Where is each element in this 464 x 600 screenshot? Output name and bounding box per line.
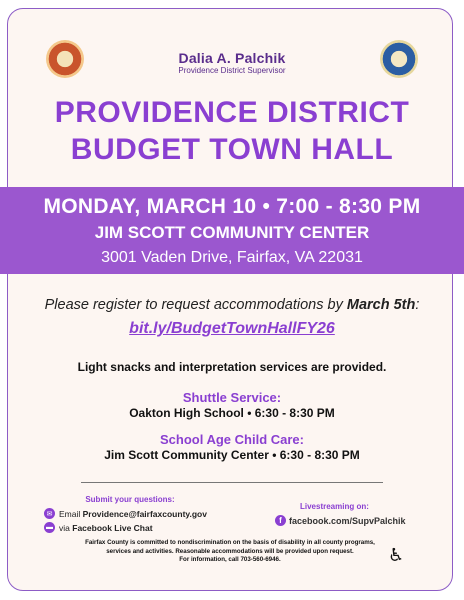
chat-row	[44, 522, 153, 533]
email-link[interactable]: Providence@fairfaxcounty.gov	[82, 508, 207, 519]
nondiscrimination-footer	[50, 539, 410, 565]
event-venue: JIM SCOTT COMMUNITY CENTER	[94, 223, 370, 242]
event-date-time: MONDAY, MARCH 10 • 7:00 - 8:30 PM	[43, 195, 421, 218]
chat-via: via	[59, 522, 70, 533]
questions-heading: Submit your questions:	[85, 495, 175, 504]
livestream-heading: Livestreaming on:	[300, 502, 369, 511]
services-note: Light snacks and interpretation services are provided.	[77, 360, 387, 374]
footer-line-2: services and activities. Reasonable accommodations will be provided upon request.	[106, 547, 354, 555]
shuttle-detail: Oakton High School • 6:30 - 8:30 PM	[129, 406, 335, 420]
chat-icon: ▬	[46, 524, 53, 531]
headline-line-1: PROVIDENCE DISTRICT	[54, 96, 410, 129]
facebook-row	[275, 515, 406, 526]
email-icon: ✉	[44, 508, 55, 519]
wheelchair-icon: ♿	[388, 545, 405, 566]
registration-deadline: March 5th	[346, 297, 416, 313]
facebook-link[interactable]: facebook.com/SupvPalchik	[289, 515, 406, 526]
registration-sentence: Please register to request accommodations by	[44, 297, 343, 313]
supervisor-name: Dalia A. Palchik	[178, 50, 286, 66]
registration-colon: :	[415, 297, 420, 313]
event-address: 3001 Vaden Drive, Fairfax, VA 22031	[101, 249, 363, 266]
email-row	[44, 508, 207, 519]
footer-line-1: Fairfax County is committed to nondiscrimination on the basis of disability in all county programs,	[85, 539, 375, 546]
childcare-heading: School Age Child Care:	[160, 432, 304, 447]
facebook-chat-link[interactable]: Facebook Live Chat	[72, 522, 153, 533]
shuttle-heading: Shuttle Service:	[182, 390, 282, 405]
facebook-icon: f	[275, 515, 286, 526]
event-band	[0, 187, 464, 274]
registration-text	[0, 297, 464, 313]
supervisor-title: Providence District Supervisor	[178, 66, 286, 75]
registration-link[interactable]: bit.ly/BudgetTownHallFY26	[129, 320, 335, 337]
footer-line-3: For information, call 703-560-6946.	[179, 556, 281, 563]
email-prefix: Email	[59, 508, 81, 519]
childcare-detail: Jim Scott Community Center • 6:30 - 8:30 PM	[104, 448, 360, 462]
divider	[81, 482, 383, 483]
headline-line-2: BUDGET TOWN HALL	[70, 133, 394, 166]
